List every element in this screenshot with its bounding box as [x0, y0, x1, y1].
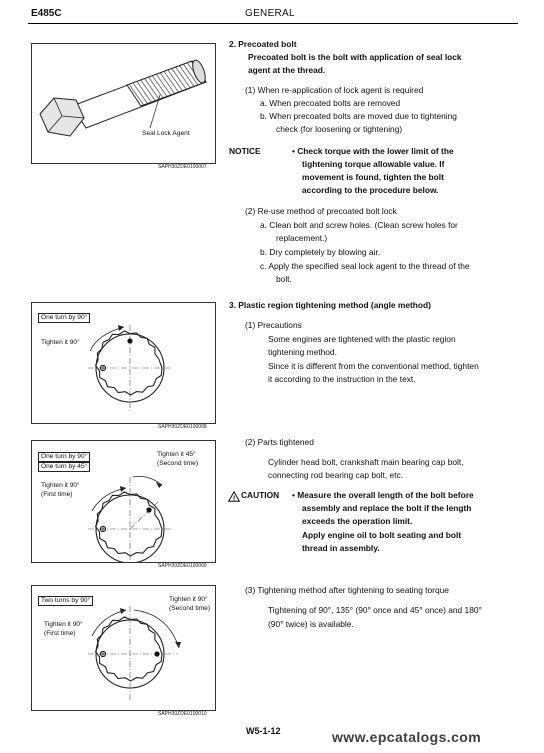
caution-text: Apply engine oil to bolt seating and bolt: [302, 530, 462, 540]
caution-text: exceeds the operation limit.: [302, 516, 413, 526]
notice-label: NOTICE: [229, 146, 261, 156]
list-item: c. Apply the specified seal lock agent to the thread of the: [260, 261, 470, 271]
tighten-label: Tighten it 45°: [157, 451, 196, 458]
bolt-illustration: [32, 44, 215, 163]
tighten-label: Tighten it 90°: [169, 596, 208, 603]
tighten-label: (First time): [44, 630, 76, 637]
subheading: (1) When re-application of lock agent is required: [245, 85, 424, 95]
list-item: b. When precoated bolts are moved due to tightening: [260, 111, 457, 121]
tighten-label: Tighten it 90°: [41, 339, 80, 346]
list-item: a. When precoated bolts are removed: [260, 98, 401, 108]
figure-code: SAPH30ZDE0100010: [158, 711, 207, 717]
tighten-label: (Second time): [169, 605, 211, 612]
list-item: check (for loosening or tightening): [276, 124, 403, 134]
notice-text: tightening torque allowable value. If: [302, 159, 445, 169]
turn-label-box: One turn by 45°: [38, 462, 90, 472]
tighten-label: (First time): [41, 491, 73, 498]
caution-text: • Measure the overall length of the bolt before: [292, 490, 474, 500]
figure-code: SAPH30ZDE0100007: [158, 164, 207, 170]
model-code: E485C: [31, 8, 62, 19]
seal-lock-agent-label: Seal Lock Agent: [142, 130, 190, 137]
watermark: www.epcatalogs.com: [332, 729, 482, 745]
paragraph-text: tightening method.: [268, 347, 337, 357]
paragraph-text: connecting rod bearing cap bolt, etc.: [268, 470, 404, 480]
paragraph-text: Some engines are tightened with the plastic region: [268, 334, 456, 344]
plastic-region-heading: 3. Plastic region tightening method (angle method): [229, 300, 431, 310]
notice-text: movement is found, tighten the bolt: [302, 172, 444, 182]
figure-code: SAPH30ZDE0100008: [158, 424, 207, 430]
figure-code: SAPH30ZDE0100009: [158, 563, 207, 569]
list-item: replacement.): [276, 233, 328, 243]
caution-text: assembly and replace the bolt if the length: [302, 503, 472, 513]
svg-text:!: !: [232, 495, 236, 502]
header-rule: [28, 23, 518, 24]
tighten-label: Tighten it 90°: [44, 621, 83, 628]
list-item: a. Clean bolt and screw holes. (Clean screw holes for: [260, 220, 458, 230]
paragraph-text: Tightening of 90°, 135° (90° once and 45° once) and 180°: [268, 605, 482, 615]
subheading: (2) Re-use method of precoated bolt lock: [245, 206, 397, 216]
section-title: GENERAL: [245, 8, 295, 19]
precoated-bolt-heading: 2. Precoated bolt: [229, 39, 297, 49]
caution-text: thread in assembly.: [302, 543, 380, 553]
caution-label: CAUTION: [241, 490, 280, 500]
angle-figure-180: [31, 585, 216, 711]
intro-text: Precoated bolt is the bolt with application of seal lock: [248, 52, 462, 62]
list-item: bolt.: [276, 274, 292, 284]
paragraph-text: Since it is different from the conventional method, tighten: [268, 361, 479, 371]
angle-figure-135: [31, 440, 216, 563]
warning-triangle-icon: [228, 489, 240, 507]
notice-text: according to the procedure below.: [302, 185, 439, 195]
notice-text: • Check torque with the lower limit of the: [292, 146, 454, 156]
paragraph-text: (90° twice) is available.: [268, 619, 354, 629]
turn-label-box: One turn by 90°: [38, 313, 90, 323]
paragraph-text: Cylinder head bolt, crankshaft main bearing cap bolt,: [268, 457, 464, 467]
turn-label-box: Two turns by 90°: [38, 596, 93, 606]
precoated-bolt-figure: [31, 43, 216, 164]
subheading: (1) Precautions: [245, 320, 302, 330]
turn-label-box: One turn by 90°: [38, 452, 90, 462]
page-number: W5-1-12: [246, 726, 281, 736]
subheading: (2) Parts tightened: [245, 437, 314, 447]
tighten-label: (Second time): [157, 460, 199, 467]
paragraph-text: it according to the instruction in the text.: [268, 374, 416, 384]
subheading: (3) Tightening method after tightening to seating torque: [245, 585, 449, 595]
list-item: b. Dry completely by blowing air.: [260, 247, 381, 257]
angle-figure-90: [31, 302, 216, 424]
tighten-label: Tighten it 90°: [41, 482, 80, 489]
intro-text: agent at the thread.: [248, 65, 326, 75]
